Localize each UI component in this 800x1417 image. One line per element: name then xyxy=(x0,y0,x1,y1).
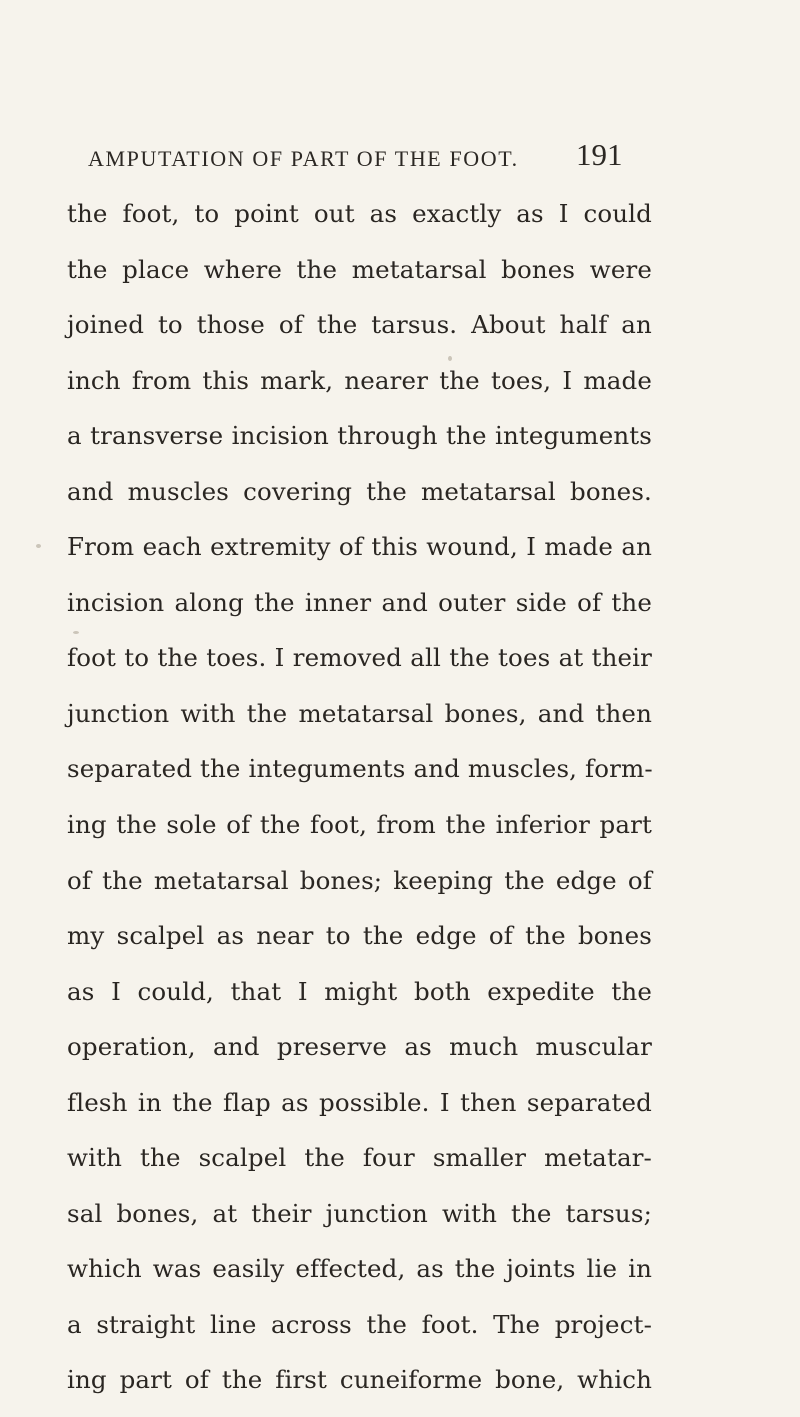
text-line: the place where the metatarsal bones were xyxy=(67,254,652,284)
text-line: my scalpel as near to the edge of the bones xyxy=(67,921,652,951)
paper-speck xyxy=(36,544,41,548)
text-line: operation, and preserve as much muscular xyxy=(67,1032,652,1062)
text-line: From each extremity of this wound, I made an xyxy=(67,532,652,562)
page-number: 191 xyxy=(576,137,623,172)
text-line: the foot, to point out as exactly as I could xyxy=(67,199,652,228)
text-line: which was easily effected, as the joints lie in xyxy=(67,1254,652,1284)
body-text xyxy=(67,186,652,1408)
text-line: junction with the metatarsal bones, and then xyxy=(67,698,652,728)
text-line: ing the sole of the foot, from the inferior part xyxy=(67,810,652,840)
text-line: flesh in the flap as possible. I then separated xyxy=(67,1087,652,1117)
text-line: of the metatarsal bones; keeping the edge of xyxy=(67,865,652,895)
paper-speck xyxy=(448,356,452,361)
text-line: incision along the inner and outer side of the xyxy=(67,587,652,617)
text-line: joined to those of the tarsus. About half an xyxy=(67,310,652,340)
text-line: inch from this mark, nearer the toes, I made xyxy=(67,365,652,395)
running-head xyxy=(0,132,800,172)
text-line: foot to the toes. I removed all the toes at their xyxy=(67,643,652,673)
text-line: sal bones, at their junction with the tarsus; xyxy=(67,1198,652,1228)
paper-speck xyxy=(73,631,79,634)
text-line: ing part of the first cuneiforme bone, which xyxy=(67,1365,652,1395)
text-line: as I could, that I might both expedite the xyxy=(67,976,652,1006)
running-title: AMPUTATION OF PART OF THE FOOT. xyxy=(88,146,519,171)
text-line: with the scalpel the four smaller metatar- xyxy=(67,1143,652,1173)
text-line: and muscles covering the metatarsal bones. xyxy=(67,476,652,506)
text-line: a transverse incision through the integuments xyxy=(67,421,652,451)
text-line: a straight line across the foot. The project- xyxy=(67,1309,652,1339)
text-line: separated the integuments and muscles, form- xyxy=(67,754,653,784)
